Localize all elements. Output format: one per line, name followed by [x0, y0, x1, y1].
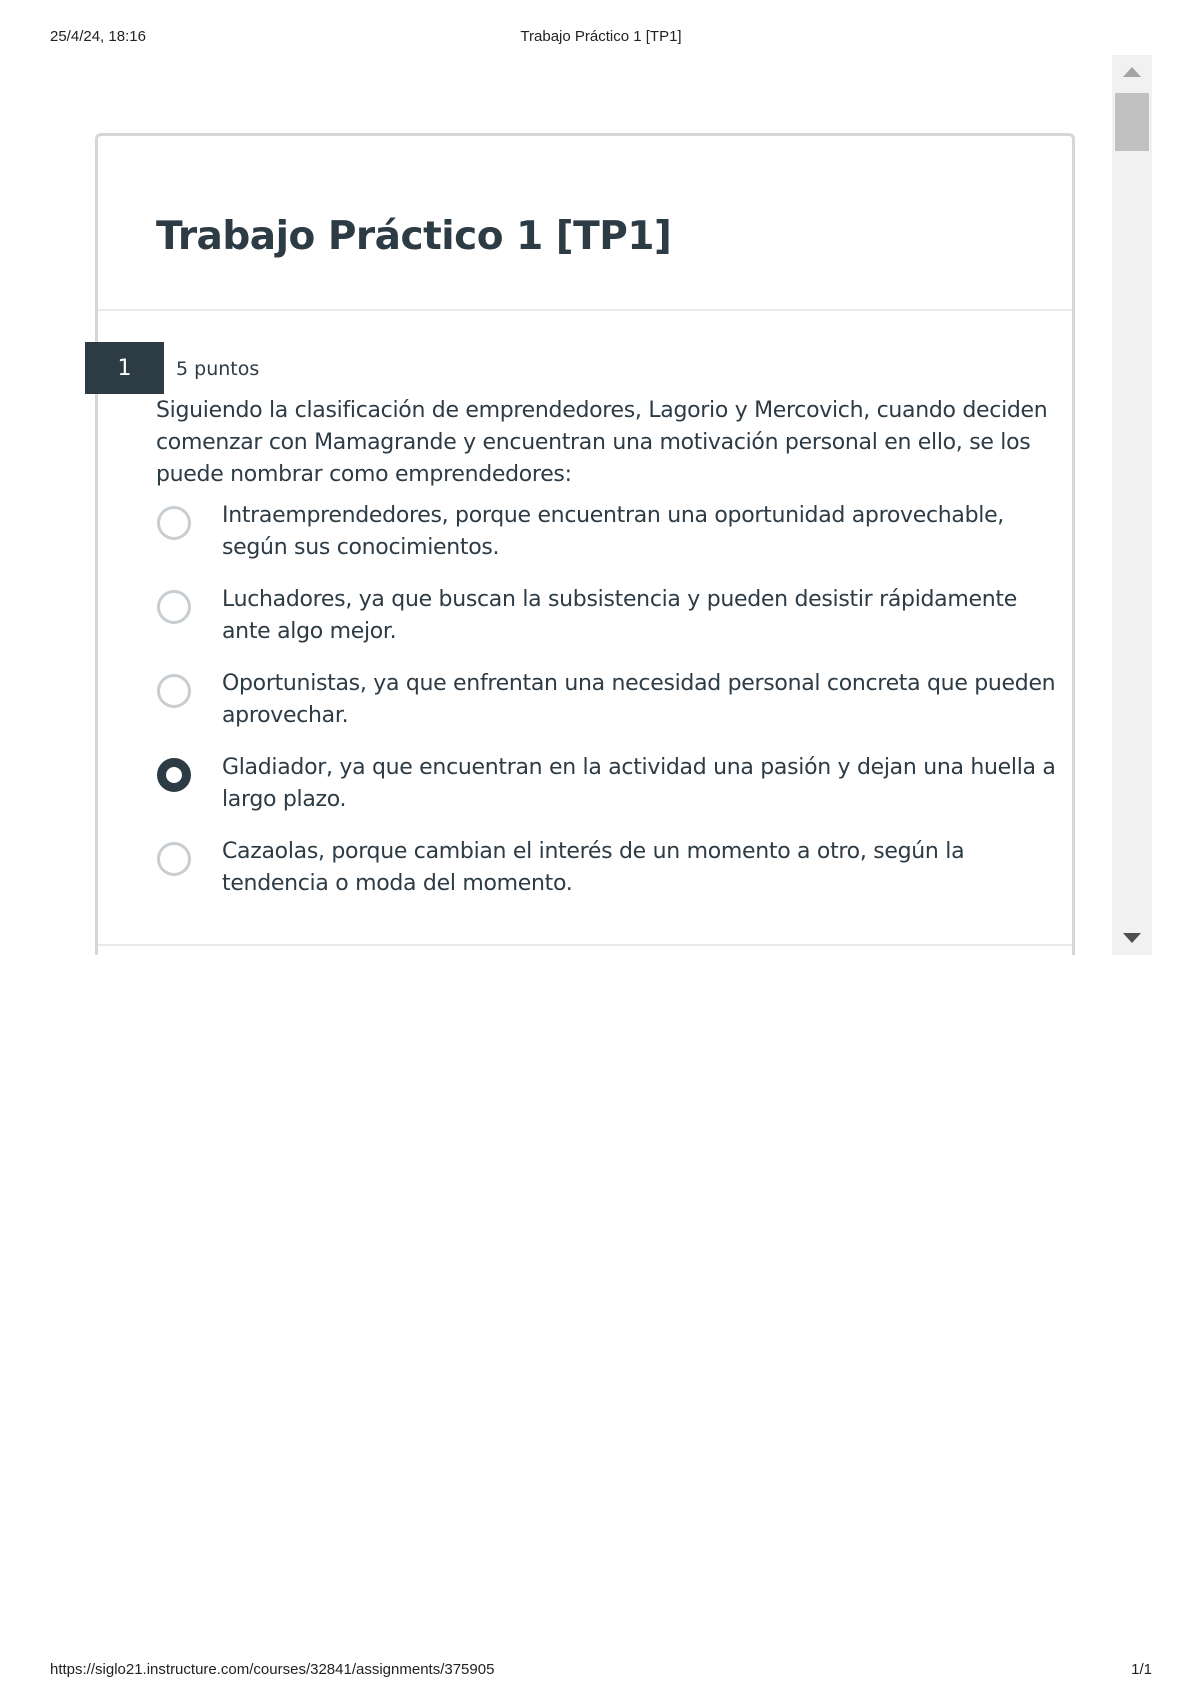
print-datetime: 25/4/24, 18:16 — [50, 28, 146, 45]
answer-option[interactable] — [156, 584, 1056, 668]
print-footer — [50, 1661, 1152, 1681]
print-header — [50, 28, 1152, 48]
quiz-header — [98, 136, 1072, 311]
scroll-up-button[interactable] — [1112, 57, 1152, 87]
answer-label[interactable]: Gladiador, ya que encuentran en la actividad una pasión y dejan una huella a largo plazo. — [222, 755, 1056, 812]
answer-option[interactable] — [156, 752, 1056, 836]
answer-label[interactable]: Luchadores, ya que buscan la subsistencia y pueden desistir rápidamente ante algo mejor. — [222, 587, 1017, 644]
answer-list — [156, 500, 1056, 920]
answer-option[interactable] — [156, 836, 1056, 920]
radio-button-selected[interactable] — [157, 758, 191, 792]
arrow-down-icon — [1123, 933, 1141, 943]
answer-option[interactable] — [156, 500, 1056, 584]
question-number-badge: 1 — [85, 342, 164, 394]
question-text: Siguiendo la clasificación de emprendedores, Lagorio y Mercovich, cuando deciden comenzar con Mamagrande y encuentran una motivación personal en ello, se los puede nombrar como emprendedores: — [156, 398, 1048, 487]
page-title: Trabajo Práctico 1 [TP1] — [156, 214, 672, 259]
radio-button[interactable] — [157, 674, 191, 708]
arrow-up-icon — [1123, 67, 1141, 77]
answer-label[interactable]: Intraemprendedores, porque encuentran una oportunidad aprovechable, según sus conocimientos. — [222, 503, 1004, 560]
question-divider — [98, 944, 1072, 946]
answer-option[interactable] — [156, 668, 1056, 752]
radio-button[interactable] — [157, 506, 191, 540]
radio-button[interactable] — [157, 590, 191, 624]
answer-label[interactable]: Oportunistas, ya que enfrentan una necesidad personal concreta que pueden aprovechar. — [222, 671, 1056, 728]
question-points: 5 puntos — [176, 358, 260, 380]
print-page-count: 1/1 — [1131, 1661, 1152, 1678]
scroll-down-button[interactable] — [1112, 923, 1152, 953]
print-page-title: Trabajo Práctico 1 [TP1] — [520, 28, 682, 45]
vertical-scrollbar[interactable] — [1112, 55, 1152, 955]
answer-label[interactable]: Cazaolas, porque cambian el interés de un momento a otro, según la tendencia o moda del momento. — [222, 839, 965, 896]
scroll-thumb[interactable] — [1115, 93, 1149, 151]
radio-button[interactable] — [157, 842, 191, 876]
print-url: https://siglo21.instructure.com/courses/32841/assignments/375905 — [50, 1661, 495, 1678]
